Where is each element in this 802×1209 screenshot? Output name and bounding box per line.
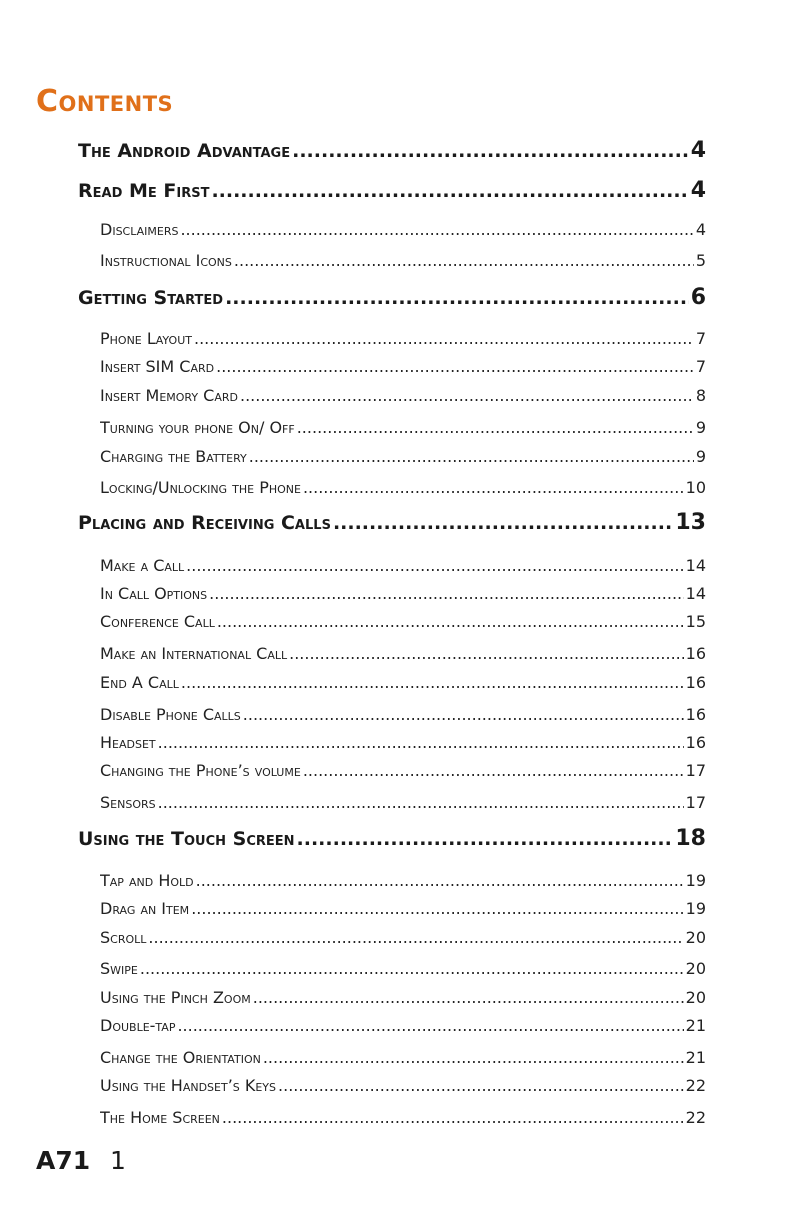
toc-section-phone-volume[interactable] <box>100 761 706 785</box>
toc-page: 16 <box>685 644 706 663</box>
toc-label: Make a Call <box>100 556 185 575</box>
dot-leader <box>211 180 688 202</box>
toc-page: 19 <box>685 899 706 918</box>
toc-label: Make an International Call <box>100 644 288 663</box>
toc-label: In Call Options <box>100 584 208 603</box>
toc-section-sensors[interactable] <box>100 793 706 817</box>
toc-section-instructional-icons[interactable] <box>100 251 706 275</box>
toc-section-charging-battery[interactable] <box>100 447 706 471</box>
toc-section-handset-keys[interactable] <box>100 1076 706 1100</box>
dot-leader <box>148 928 683 947</box>
toc-label: Changing the Phone’s volume <box>100 761 301 780</box>
dot-leader <box>222 1108 684 1127</box>
toc-page: 14 <box>685 556 706 575</box>
toc-label: Read Me First <box>78 180 210 202</box>
toc-label: End A Call <box>100 673 179 692</box>
toc-label: Headset <box>100 733 156 752</box>
footer-model-name: A71 <box>36 1146 91 1175</box>
toc-page: 8 <box>695 386 706 405</box>
dot-leader <box>158 793 684 812</box>
toc-section-insert-sim-card[interactable] <box>100 357 706 381</box>
toc-page: 4 <box>690 178 706 203</box>
toc-section-phone-layout[interactable] <box>100 329 706 353</box>
toc-label: Tap and Hold <box>100 871 194 890</box>
toc-page: 17 <box>685 761 706 780</box>
dot-leader <box>240 386 694 405</box>
dot-leader <box>158 733 684 752</box>
dot-leader <box>180 220 693 239</box>
toc-section-scroll[interactable] <box>100 928 706 952</box>
dot-leader <box>191 899 683 918</box>
toc-page: 16 <box>685 673 706 692</box>
dot-leader <box>196 871 684 890</box>
toc-page: 20 <box>685 988 706 1007</box>
toc-page: 13 <box>675 510 706 535</box>
toc-page: 20 <box>685 928 706 947</box>
toc-label: Insert SIM Card <box>100 357 215 376</box>
dot-leader <box>278 1076 684 1095</box>
dot-leader <box>209 584 684 603</box>
toc-section-make-a-call[interactable] <box>100 556 706 580</box>
toc-section-drag-an-item[interactable] <box>100 899 706 923</box>
toc-label: The Android Advantage <box>78 140 291 162</box>
toc-page: 9 <box>695 418 706 437</box>
footer-page-number: 1 <box>110 1146 126 1175</box>
toc-label: Charging the Battery <box>100 447 247 466</box>
dot-leader <box>194 329 694 348</box>
dot-leader <box>217 612 684 631</box>
page-title: Contents <box>36 84 174 119</box>
dot-leader <box>292 140 689 162</box>
toc-page: 21 <box>685 1016 706 1035</box>
dot-leader <box>140 959 684 978</box>
dot-leader <box>303 761 684 780</box>
toc-section-conference-call[interactable] <box>100 612 706 636</box>
toc-section-locking-unlocking[interactable] <box>100 478 706 502</box>
toc-page: 4 <box>695 220 706 239</box>
toc-page: 14 <box>685 584 706 603</box>
toc-page: 20 <box>685 959 706 978</box>
toc-label: Instructional Icons <box>100 251 232 270</box>
toc-label: Using the Touch Screen <box>78 828 295 850</box>
toc-label: Swipe <box>100 959 138 978</box>
toc-section-international-call[interactable] <box>100 644 706 668</box>
dot-leader <box>225 287 689 309</box>
dot-leader <box>181 673 684 692</box>
toc-page: 7 <box>695 357 706 376</box>
toc-label: Using the Handset’s Keys <box>100 1076 277 1095</box>
toc-label: Conference Call <box>100 612 215 631</box>
toc-section-turning-phone-on-off[interactable] <box>100 418 706 442</box>
dot-leader <box>234 251 694 270</box>
toc-section-headset[interactable] <box>100 733 706 757</box>
toc-section-insert-memory-card[interactable] <box>100 386 706 410</box>
toc-page: 19 <box>685 871 706 890</box>
toc-page: 15 <box>685 612 706 631</box>
toc-section-pinch-zoom[interactable] <box>100 988 706 1012</box>
dot-leader <box>186 556 683 575</box>
toc-label: Locking/Unlocking the Phone <box>100 478 301 497</box>
toc-label: Double-tap <box>100 1016 176 1035</box>
toc-label: Using the Pinch Zoom <box>100 988 251 1007</box>
toc-chapter-touch-screen[interactable] <box>78 826 706 856</box>
toc-page: 10 <box>685 478 706 497</box>
toc-label: Sensors <box>100 793 156 812</box>
toc-page: 16 <box>685 705 706 724</box>
toc-page: 6 <box>690 285 706 310</box>
toc-chapter-getting-started[interactable] <box>78 285 706 315</box>
toc-label: Change the Orientation <box>100 1048 261 1067</box>
toc-label: Disable Phone Calls <box>100 705 241 724</box>
toc-label: Insert Memory Card <box>100 386 238 405</box>
toc-label: Drag an Item <box>100 899 190 918</box>
toc-section-change-orientation[interactable] <box>100 1048 706 1072</box>
dot-leader <box>249 447 694 466</box>
toc-chapter-placing-receiving-calls[interactable] <box>78 510 706 540</box>
toc-page: 9 <box>695 447 706 466</box>
dot-leader <box>216 357 694 376</box>
toc-section-end-a-call[interactable] <box>100 673 706 697</box>
dot-leader <box>297 418 694 437</box>
toc-page: 17 <box>685 793 706 812</box>
dot-leader <box>333 512 673 534</box>
toc-page: 22 <box>685 1076 706 1095</box>
toc-section-tap-and-hold[interactable] <box>100 871 706 895</box>
toc-section-swipe[interactable] <box>100 959 706 983</box>
toc-page: 4 <box>690 138 706 163</box>
toc-section-disable-phone-calls[interactable] <box>100 705 706 729</box>
toc-chapter-android-advantage[interactable] <box>78 138 706 168</box>
toc-label: Getting Started <box>78 287 224 309</box>
toc-page: 21 <box>685 1048 706 1067</box>
toc-label: Phone Layout <box>100 329 192 348</box>
toc-label: Placing and Receiving Calls <box>78 512 331 534</box>
toc-page: 16 <box>685 733 706 752</box>
dot-leader <box>177 1016 683 1035</box>
toc-page: 7 <box>695 329 706 348</box>
toc-chapter-read-me-first[interactable] <box>78 178 706 208</box>
toc-page: 18 <box>675 826 706 851</box>
toc-label: The Home Screen <box>100 1108 220 1127</box>
toc-section-double-tap[interactable] <box>100 1016 706 1040</box>
dot-leader <box>243 705 684 724</box>
toc-label: Disclaimers <box>100 220 179 239</box>
toc-section-in-call-options[interactable] <box>100 584 706 608</box>
dot-leader <box>263 1048 684 1067</box>
dot-leader <box>289 644 684 663</box>
toc-section-disclaimers[interactable] <box>100 220 706 244</box>
toc-label: Turning your phone On/ Off <box>100 418 295 437</box>
dot-leader <box>253 988 684 1007</box>
toc-section-home-screen[interactable] <box>100 1108 706 1132</box>
toc-page: 22 <box>685 1108 706 1127</box>
toc-label: Scroll <box>100 928 147 947</box>
dot-leader <box>303 478 684 497</box>
dot-leader <box>297 828 674 850</box>
toc-page: 5 <box>695 251 706 270</box>
